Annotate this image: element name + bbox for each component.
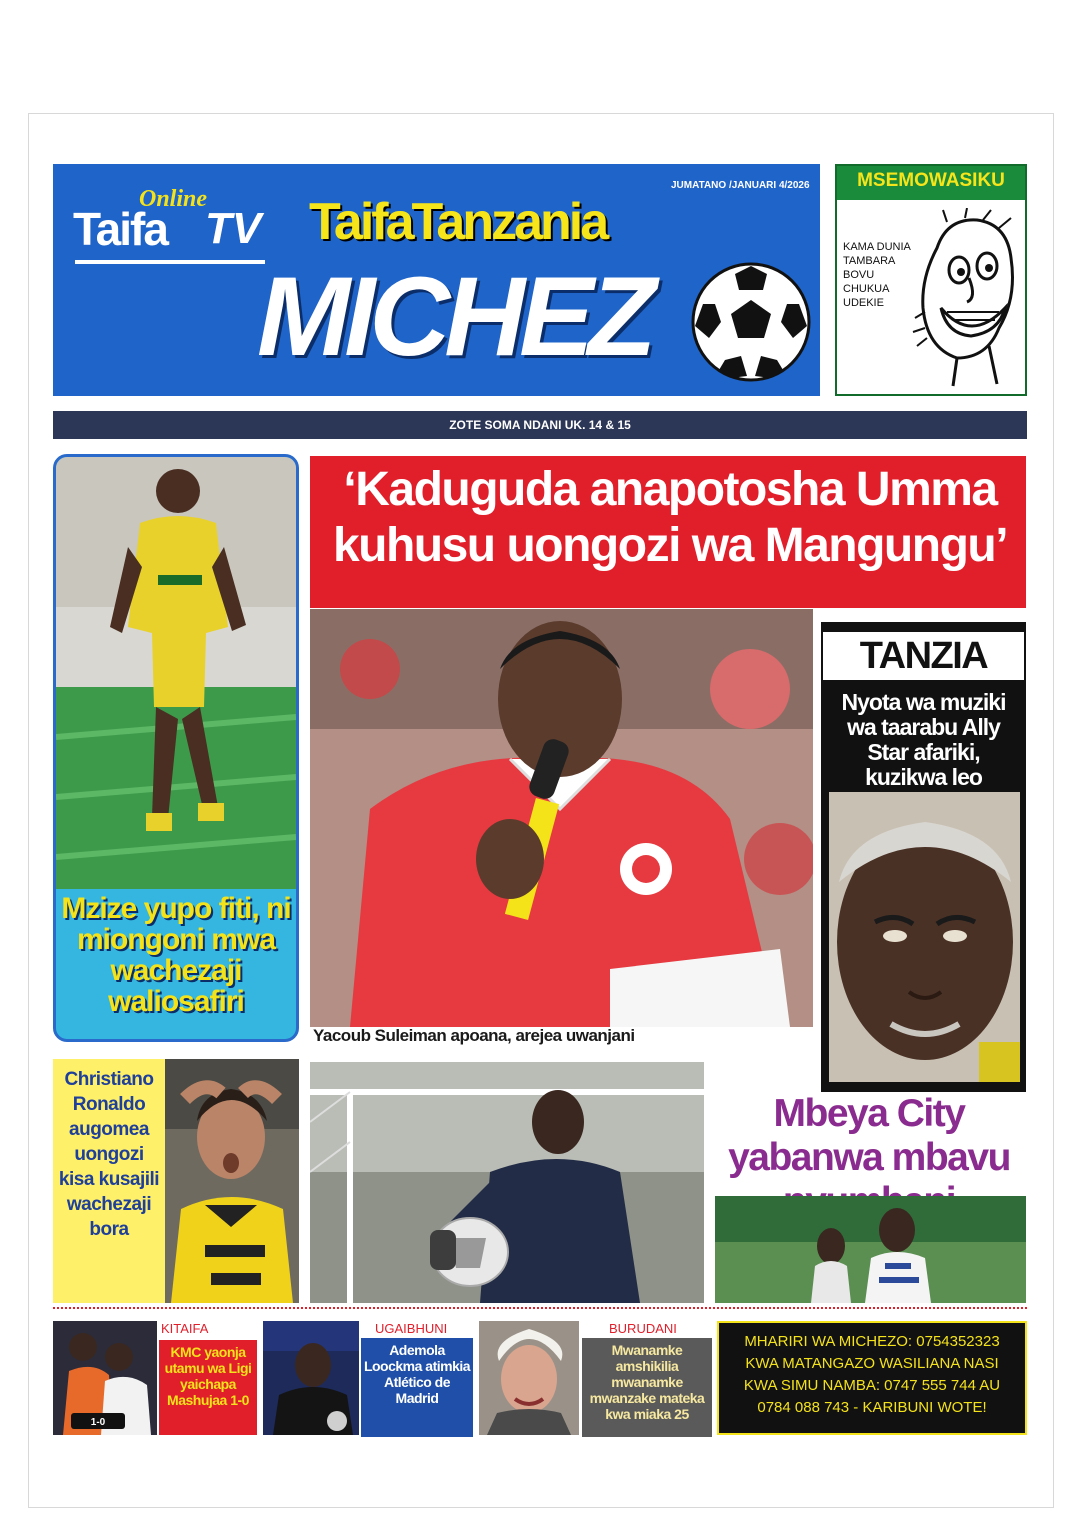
quote-line: KAMA DUNIA (843, 241, 911, 253)
quote-of-day-box (835, 164, 1027, 396)
quote-line: BOVU (843, 269, 875, 281)
yacoub-caption[interactable]: Yacoub Suleiman apoana, arejea uwanjani (313, 1026, 635, 1045)
quote-line: CHUKUA (843, 283, 890, 295)
kitaifa-label: KITAIFA (161, 1321, 209, 1336)
inside-pages-banner: ZOTE SOMA NDANI UK. 14 & 15 (53, 411, 1027, 439)
newspaper-page (28, 113, 1054, 1508)
masthead (53, 164, 820, 396)
ronaldo-story-title: Christiano Ronaldo augomea uongozi kisa kusajili wachezaji bora (58, 1069, 160, 1240)
burudani-photo[interactable] (479, 1321, 579, 1435)
editor-contact-line: MHARIRI WA MICHEZO: 0754352323 (744, 1333, 1000, 1350)
quote-line: TAMBARA (843, 255, 896, 267)
editor-contact-line: KWA SIMU NAMBA: 0747 555 744 AU (743, 1377, 1001, 1394)
quote-of-day-title: MSEMOWASIKU (857, 170, 1005, 191)
lookman-photo[interactable] (263, 1321, 359, 1435)
mbeya-city-photo[interactable] (715, 1196, 1026, 1303)
main-headline (320, 462, 1020, 574)
quote-of-day-panel (837, 200, 1025, 394)
quote-text (843, 240, 913, 310)
football-icon (689, 260, 813, 384)
masthead-title: MICHEZ (257, 254, 651, 379)
lookman-story-title[interactable]: Ademola Loockma atimkia Atlético de Madrid (361, 1338, 473, 1437)
logo-taifa-text: Taifa (73, 203, 167, 255)
obituary-box[interactable] (821, 622, 1026, 1092)
obituary-title: TANZIA (823, 632, 1024, 680)
mbeya-city-headline[interactable]: Mbeya City yabanwa mbavu (728, 1092, 1010, 1179)
logo-underline (75, 260, 265, 264)
ugaibhuni-label: UGAIBHUNI (375, 1321, 448, 1336)
burudani-story-title[interactable]: Mwanamke amshikilia mwanamke mwanzake mateka kwa miaka 25 (582, 1338, 712, 1437)
ronaldo-story[interactable] (53, 1059, 299, 1303)
ronaldo-photo (165, 1059, 299, 1303)
logo-tv-text: TV (205, 204, 262, 253)
mzize-player-photo (56, 457, 296, 889)
logo-online-text: Online (139, 186, 208, 212)
kaduguda-speaker-photo[interactable] (310, 609, 813, 1027)
headline-line-2: kuhusu uongozi wa Mangungu’ (332, 519, 1008, 572)
editor-contact-line: KWA MATANGAZO WASILIANA NASI (745, 1355, 999, 1372)
editor-contact-line: 0784 088 743 - KARIBUNI WOTE! (757, 1399, 987, 1416)
bottom-divider (53, 1307, 1027, 1309)
headline-line-1: ‘Kaduguda anapotosha Umma (343, 463, 997, 516)
kmc-score: 1-0 (90, 1417, 106, 1428)
quote-line: UDEKIE (843, 297, 884, 309)
cartoon-face-icon (907, 208, 1023, 388)
kmc-match-photo[interactable] (53, 1321, 157, 1435)
obituary-text: Nyota wa muziki wa taarabu Ally Star afariki, kuzikwa leo (841, 689, 1006, 790)
main-headline-box[interactable] (310, 456, 1026, 608)
editor-contact-box (717, 1321, 1027, 1435)
mzize-story[interactable] (53, 454, 299, 1042)
goalkeeper-photo[interactable] (310, 1062, 704, 1303)
mzize-story-title: Mzize yupo fiti, ni miongoni mwa wachezaji waliosafiri (61, 892, 291, 1018)
ally-star-photo (829, 792, 1020, 1082)
brand-name: TaifaTanzania (309, 193, 607, 251)
issue-date: JUMATANO /JANUARI 4/2026 (671, 180, 810, 191)
kmc-story-title[interactable]: KMC yaonja utamu wa Ligi yaichapa Mashujaa 1-0 (159, 1340, 257, 1435)
burudani-label: BURUDANI (609, 1321, 677, 1336)
